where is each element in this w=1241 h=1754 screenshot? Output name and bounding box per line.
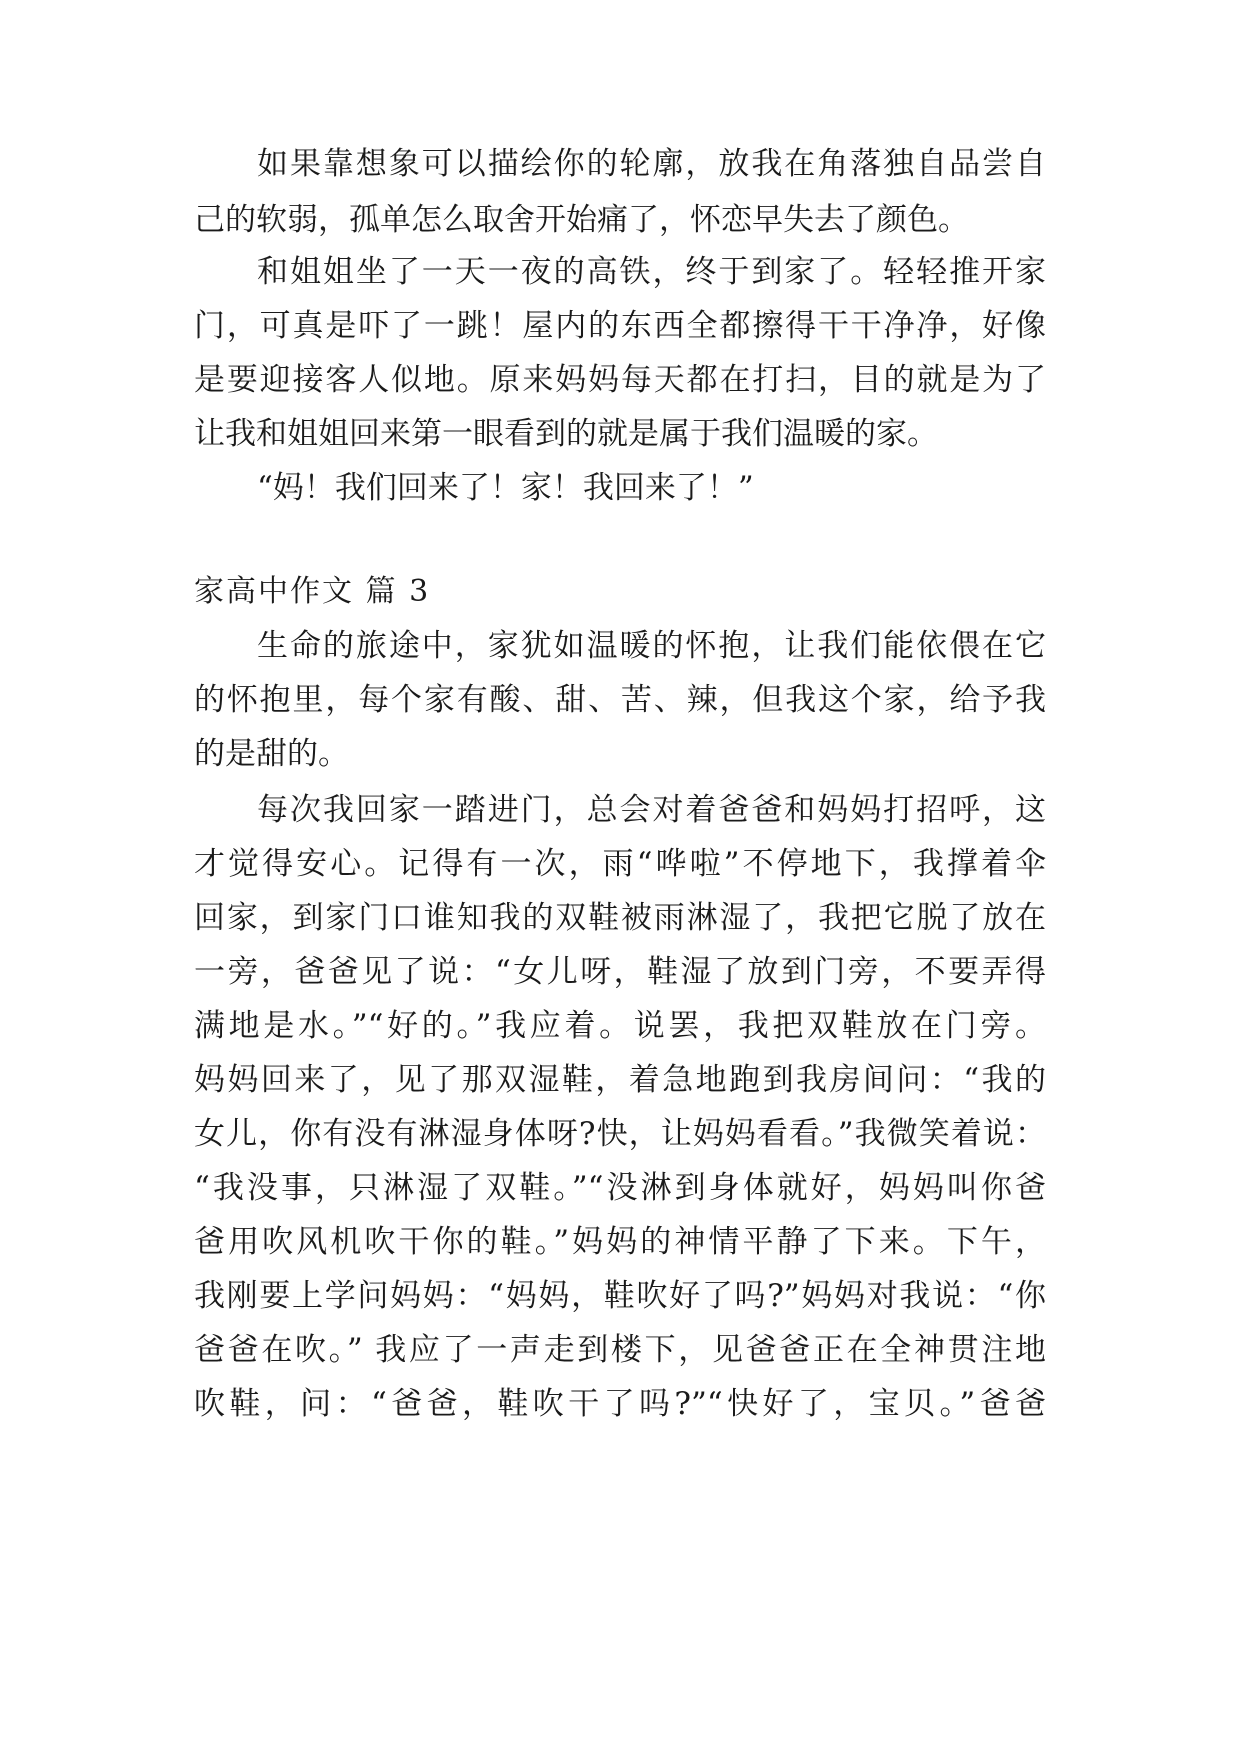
paragraph-1-line-1: 如果靠想象可以描绘你的轮廓，放我在角落独自品尝自: [257, 146, 1046, 182]
paragraph-3-line-1: “妈！我们回来了！家！我回来了！”: [257, 470, 754, 506]
paragraph-5-line-8: “我没事，只淋湿了双鞋。”“没淋到身体就好，妈妈叫你爸: [194, 1170, 1046, 1206]
section-heading: 家高中作文 篇 3: [194, 574, 431, 609]
paragraph-2-line-2: 门，可真是吓了一跳！屋内的东西全都擦得干干净净，好像: [194, 308, 1046, 344]
paragraph-5-line-9: 爸用吹风机吹干你的鞋。”妈妈的神情平静了下来。下午，: [194, 1224, 1046, 1260]
paragraph-5-line-3: 回家，到家门口谁知我的双鞋被雨淋湿了，我把它脱了放在: [194, 900, 1046, 936]
paragraph-2-line-1: 和姐姐坐了一天一夜的高铁，终于到家了。轻轻推开家: [257, 254, 1046, 290]
paragraph-5-line-4: 一旁，爸爸见了说：“女儿呀，鞋湿了放到门旁，不要弄得: [194, 954, 1046, 990]
paragraph-5-line-7: 女儿，你有没有淋湿身体呀?快，让妈妈看看。”我微笑着说：: [194, 1116, 1046, 1152]
paragraph-5-line-1: 每次我回家一踏进门，总会对着爸爸和妈妈打招呼，这: [257, 792, 1046, 828]
paragraph-1-line-2: 己的软弱，孤单怎么取舍开始痛了，怀恋早失去了颜色。: [194, 202, 969, 238]
paragraph-5-line-12: 吹鞋，问：“爸爸，鞋吹干了吗?”“快好了，宝贝。”爸爸: [194, 1386, 1046, 1422]
paragraph-2-line-3: 是要迎接客人似地。原来妈妈每天都在打扫，目的就是为了: [194, 362, 1046, 398]
paragraph-5-line-10: 我刚要上学问妈妈：“妈妈，鞋吹好了吗?”妈妈对我说：“你: [194, 1278, 1046, 1314]
paragraph-5-line-2: 才觉得安心。记得有一次，雨“哗啦”不停地下，我撑着伞: [194, 846, 1046, 882]
paragraph-5-line-5: 满地是水。”“好的。”我应着。说罢，我把双鞋放在门旁。: [194, 1008, 1046, 1044]
paragraph-4-line-3: 的是甜的。: [194, 736, 349, 772]
paragraph-5-line-11: 爸爸在吹。” 我应了一声走到楼下，见爸爸正在全神贯注地: [194, 1332, 1046, 1368]
paragraph-4-line-2: 的怀抱里，每个家有酸、甜、苦、辣，但我这个家，给予我: [194, 682, 1046, 718]
paragraph-4-line-1: 生命的旅途中，家犹如温暖的怀抱，让我们能依偎在它: [257, 628, 1046, 664]
paragraph-2-line-4: 让我和姐姐回来第一眼看到的就是属于我们温暖的家。: [194, 416, 938, 452]
paragraph-5-line-6: 妈妈回来了，见了那双湿鞋，着急地跑到我房间问：“我的: [194, 1062, 1046, 1098]
